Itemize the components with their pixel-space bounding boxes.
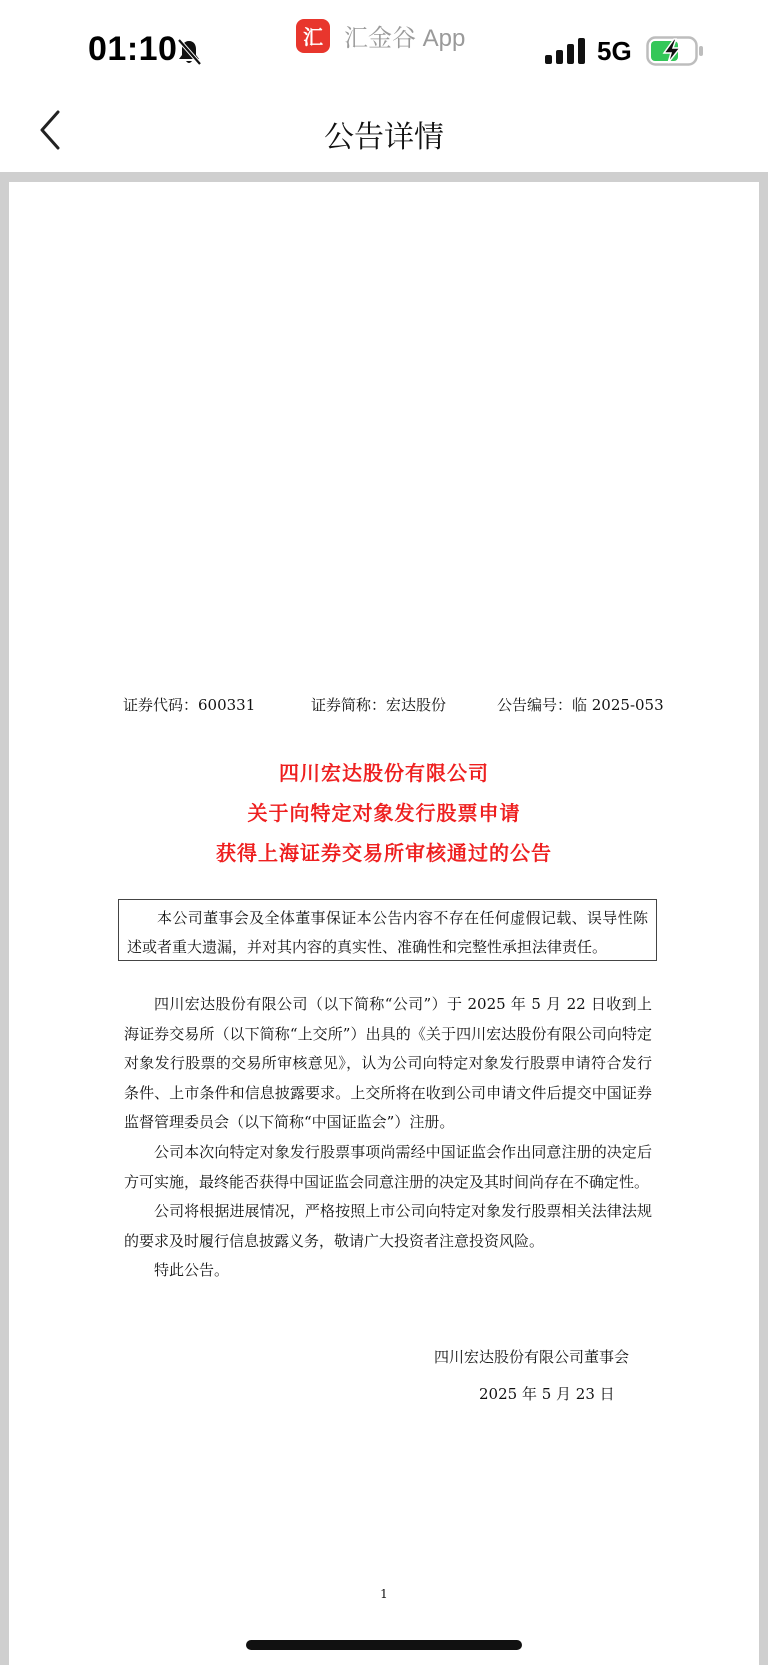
document-body (124, 990, 652, 1286)
navigation-bar (0, 90, 768, 172)
app-name: 汇金谷 App (344, 25, 466, 52)
signature-company: 四川宏达股份有限公司董事会 (434, 1348, 630, 1366)
bell-slash-icon (176, 38, 202, 66)
security-abbreviation: 证券简称：宏达股份 (311, 696, 447, 714)
network-type: 5G (597, 36, 632, 66)
app-indicator (296, 18, 465, 53)
status-bar (0, 0, 768, 90)
body-paragraph: 公司本次向特定对象发行股票事项尚需经中国证监会作出同意注册的决定后方可实施，最终能否获得中国证监会同意注册的决定及其时间尚存在不确定性。 (124, 1142, 652, 1191)
home-indicator[interactable] (246, 1640, 522, 1650)
body-paragraph: 特此公告。 (154, 1261, 230, 1280)
document-viewer[interactable] (0, 172, 768, 1665)
document-title-line-3: 获得上海证券交易所审核通过的公告 (216, 841, 552, 865)
document-title-line-1: 四川宏达股份有限公司 (279, 761, 489, 785)
status-time: 01:10 (88, 30, 178, 68)
battery-charging-icon (646, 36, 704, 66)
page-title: 公告详情 (324, 120, 444, 155)
disclaimer-box: 本公司董事会及全体董事保证本公告内容不存在任何虚假记载、误导性陈述或者重大遗漏，并对其内容的真实性、准确性和完整性承担法律责任。 (118, 899, 657, 961)
app-logo: 汇 (296, 19, 330, 53)
signature-date: 2025 年 5 月 23 日 (479, 1385, 615, 1403)
announcement-number: 公告编号：临 2025-053 (497, 696, 664, 714)
document-page (9, 182, 759, 1665)
page-number: 1 (380, 1587, 388, 1601)
body-paragraph: 四川宏达股份有限公司（以下简称“公司”）于 2025 年 5 月 22 日收到上海证券交易所（以下简称“上交所”）出具的《关于四川宏达股份有限公司向特定对象发行股票的交易所审核意见》，认为公司向特定对象发行股票申请符合发行条件、上市条件和信息披露要求。上交所将在收到公司申请文件后提交中国证券监督管理委员会（以下简称“中国证监会”）注册。 (124, 995, 652, 1132)
document-title-line-2: 关于向特定对象发行股票申请 (247, 801, 521, 825)
signal-icon (545, 38, 587, 64)
body-paragraph: 公司将根据进展情况，严格按照上市公司向特定对象发行股票相关法律法规的要求及时履行信息披露义务，敬请广大投资者注意投资风险。 (124, 1202, 652, 1250)
security-code: 证券代码：600331 (123, 696, 256, 714)
